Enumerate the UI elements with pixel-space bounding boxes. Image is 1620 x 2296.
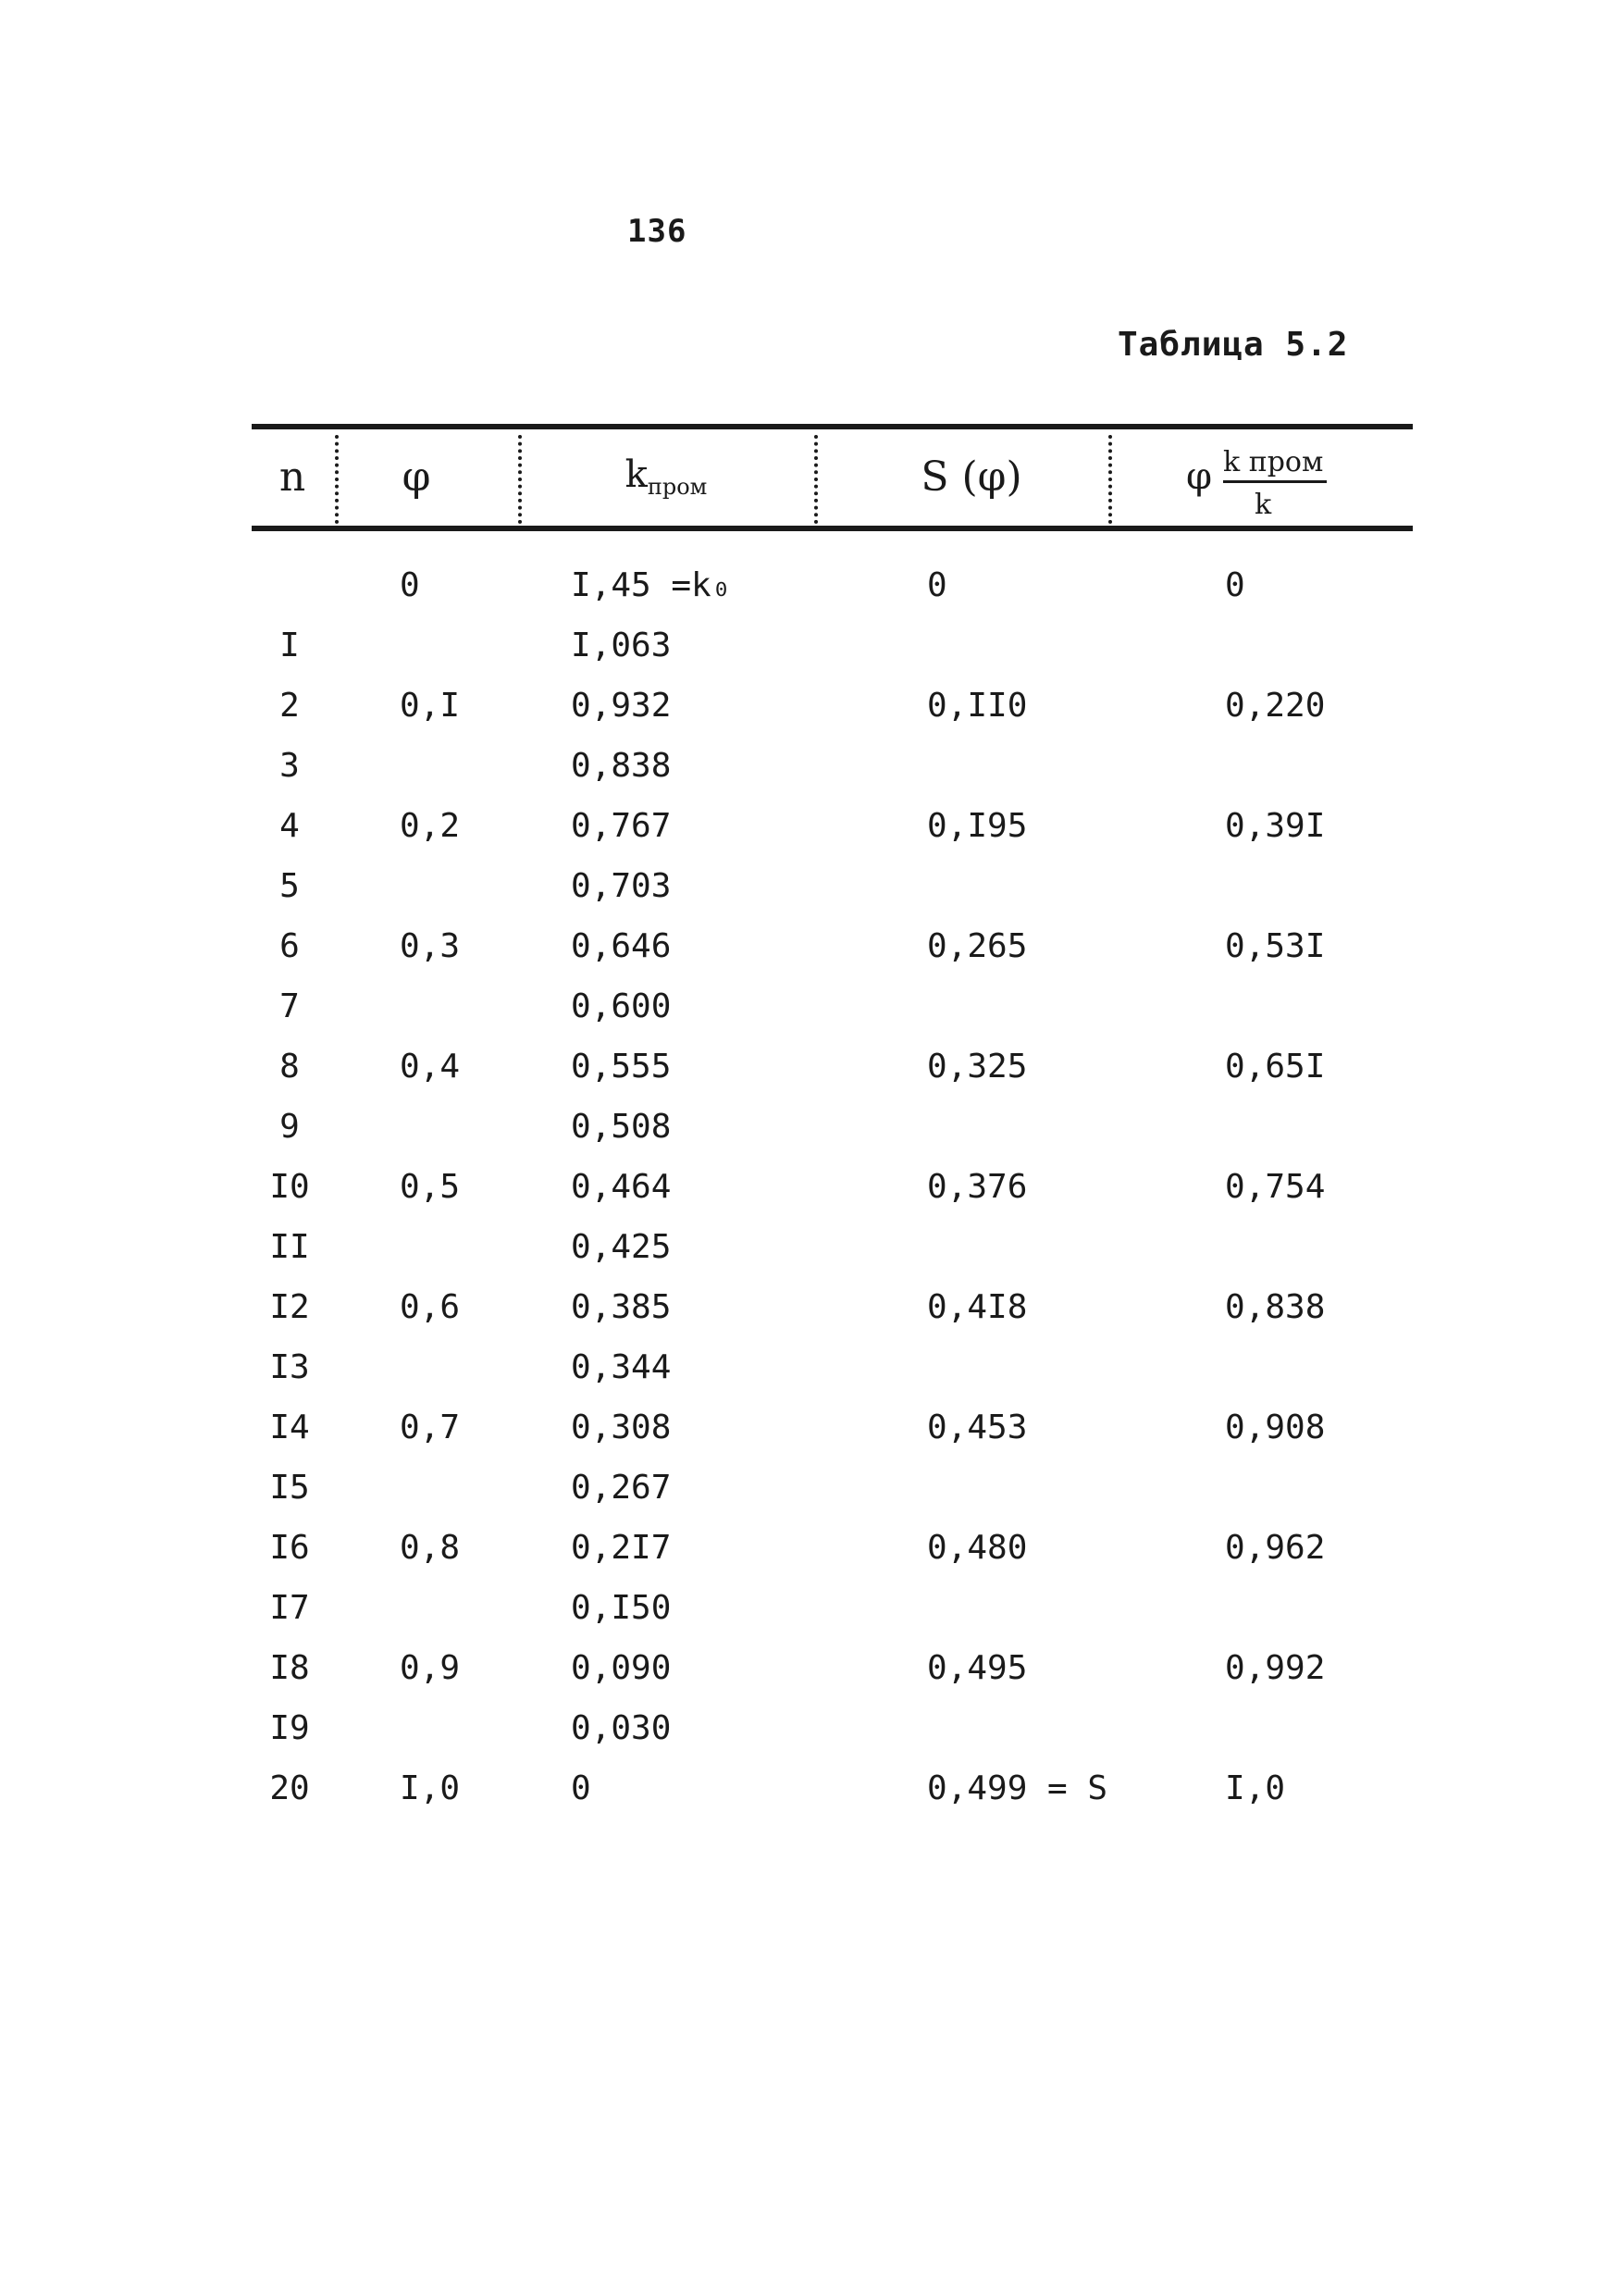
cell-n: I7 — [269, 1589, 310, 1627]
header-ratio-numerator: k пром — [1223, 446, 1327, 483]
table-caption: Таблица 5.2 — [1118, 326, 1349, 364]
column-separator — [335, 435, 339, 524]
cell-s-phi: 0,453 — [927, 1409, 1028, 1446]
column-separator — [518, 435, 522, 524]
header-k-main: k — [625, 453, 648, 496]
cell-k-prom: 0,838 — [571, 747, 672, 785]
cell-n: 2 — [279, 687, 300, 725]
table-body — [252, 566, 1413, 1830]
cell-k-prom: I,063 — [571, 627, 672, 664]
cell-n: I2 — [269, 1288, 310, 1326]
page-number: 136 — [627, 213, 687, 250]
table-row — [252, 1288, 1413, 1348]
cell-phi: 0,4 — [400, 1048, 461, 1086]
cell-phi: 0,2 — [400, 807, 461, 845]
cell-k-prom: 0,703 — [571, 867, 672, 905]
cell-n: I8 — [269, 1649, 310, 1687]
cell-ratio: 0,908 — [1225, 1409, 1326, 1446]
cell-phi: 0 — [400, 566, 420, 604]
table-row — [252, 687, 1413, 747]
table-header-rule — [252, 526, 1413, 531]
header-k-sub: пром — [647, 474, 708, 500]
cell-k-prom: 0,932 — [571, 687, 672, 725]
table-row — [252, 1529, 1413, 1589]
cell-ratio: 0,220 — [1225, 687, 1326, 725]
cell-phi: 0,6 — [400, 1288, 461, 1326]
table-row — [252, 867, 1413, 927]
cell-k-prom: 0,646 — [571, 927, 672, 965]
cell-k-prom: 0,090 — [571, 1649, 672, 1687]
cell-n: 9 — [279, 1108, 300, 1146]
table-top-rule — [252, 424, 1413, 429]
header-k-prom — [592, 453, 740, 500]
cell-k-prom: 0,2I7 — [571, 1529, 672, 1567]
table-row — [252, 1409, 1413, 1469]
cell-k-prom: 0 — [571, 1769, 591, 1807]
cell-ratio: 0 — [1225, 566, 1245, 604]
cell-n: 4 — [279, 807, 300, 845]
table-row — [252, 1108, 1413, 1168]
cell-ratio: 0,962 — [1225, 1529, 1326, 1567]
table-row — [252, 927, 1413, 987]
cell-s-phi: 0,499 = S — [927, 1769, 1108, 1807]
cell-phi: 0,8 — [400, 1529, 461, 1567]
table-row — [252, 987, 1413, 1048]
table-row — [252, 627, 1413, 687]
cell-n: 3 — [279, 747, 300, 785]
table-row — [252, 1348, 1413, 1409]
cell-k-prom: 0,308 — [571, 1409, 672, 1446]
cell-n: I5 — [269, 1469, 310, 1507]
header-ratio-phi: φ — [1186, 455, 1213, 498]
cell-s-phi: 0,II0 — [927, 687, 1028, 725]
table-row — [252, 1048, 1413, 1108]
cell-s-phi: 0,376 — [927, 1168, 1028, 1206]
cell-n: 8 — [279, 1048, 300, 1086]
table-row — [252, 1709, 1413, 1769]
table-row — [252, 1649, 1413, 1709]
header-s-phi: S (φ) — [921, 453, 1022, 501]
cell-k-prom: 0,600 — [571, 987, 672, 1025]
table-row — [252, 1589, 1413, 1649]
cell-n: 7 — [279, 987, 300, 1025]
cell-phi: 0,9 — [400, 1649, 461, 1687]
cell-n: I6 — [269, 1529, 310, 1567]
header-n: n — [278, 453, 306, 501]
cell-k-prom: 0,344 — [571, 1348, 672, 1386]
cell-n: II — [269, 1228, 310, 1266]
table-row — [252, 1168, 1413, 1228]
table-row — [252, 566, 1413, 627]
cell-n: 20 — [269, 1769, 310, 1807]
cell-k-prom: 0,464 — [571, 1168, 672, 1206]
cell-n: I — [279, 627, 300, 664]
cell-s-phi: 0,I95 — [927, 807, 1028, 845]
cell-k-prom: 0,030 — [571, 1709, 672, 1747]
cell-ratio: 0,838 — [1225, 1288, 1326, 1326]
cell-s-phi: 0,325 — [927, 1048, 1028, 1086]
cell-k-prom: I,45 =k₀ — [571, 566, 732, 604]
cell-ratio: I,0 — [1225, 1769, 1286, 1807]
cell-s-phi: 0,495 — [927, 1649, 1028, 1687]
cell-phi: 0,I — [400, 687, 461, 725]
cell-k-prom: 0,425 — [571, 1228, 672, 1266]
table-row — [252, 747, 1413, 807]
cell-ratio: 0,992 — [1225, 1649, 1326, 1687]
cell-ratio: 0,53I — [1225, 927, 1326, 965]
header-phi: φ — [402, 453, 431, 501]
cell-phi: I,0 — [400, 1769, 461, 1807]
header-ratio-denominator: k — [1255, 489, 1272, 521]
cell-ratio: 0,65I — [1225, 1048, 1326, 1086]
cell-phi: 0,3 — [400, 927, 461, 965]
cell-s-phi: 0,265 — [927, 927, 1028, 965]
cell-n: I3 — [269, 1348, 310, 1386]
cell-k-prom: 0,767 — [571, 807, 672, 845]
cell-k-prom: 0,555 — [571, 1048, 672, 1086]
cell-ratio: 0,39I — [1225, 807, 1326, 845]
cell-n: I4 — [269, 1409, 310, 1446]
cell-k-prom: 0,508 — [571, 1108, 672, 1146]
table-row — [252, 1769, 1413, 1830]
cell-s-phi: 0,480 — [927, 1529, 1028, 1567]
cell-n: I9 — [269, 1709, 310, 1747]
column-separator — [1108, 435, 1112, 524]
table-row — [252, 807, 1413, 867]
column-separator — [814, 435, 818, 524]
cell-ratio: 0,754 — [1225, 1168, 1326, 1206]
table-row — [252, 1469, 1413, 1529]
cell-n: 5 — [279, 867, 300, 905]
cell-n: 6 — [279, 927, 300, 965]
cell-k-prom: 0,I50 — [571, 1589, 672, 1627]
header-ratio — [1186, 442, 1353, 526]
table-row — [252, 1228, 1413, 1288]
cell-k-prom: 0,267 — [571, 1469, 672, 1507]
cell-s-phi: 0,4I8 — [927, 1288, 1028, 1326]
cell-n: I0 — [269, 1168, 310, 1206]
cell-phi: 0,5 — [400, 1168, 461, 1206]
cell-s-phi: 0 — [927, 566, 947, 604]
cell-phi: 0,7 — [400, 1409, 461, 1446]
cell-k-prom: 0,385 — [571, 1288, 672, 1326]
